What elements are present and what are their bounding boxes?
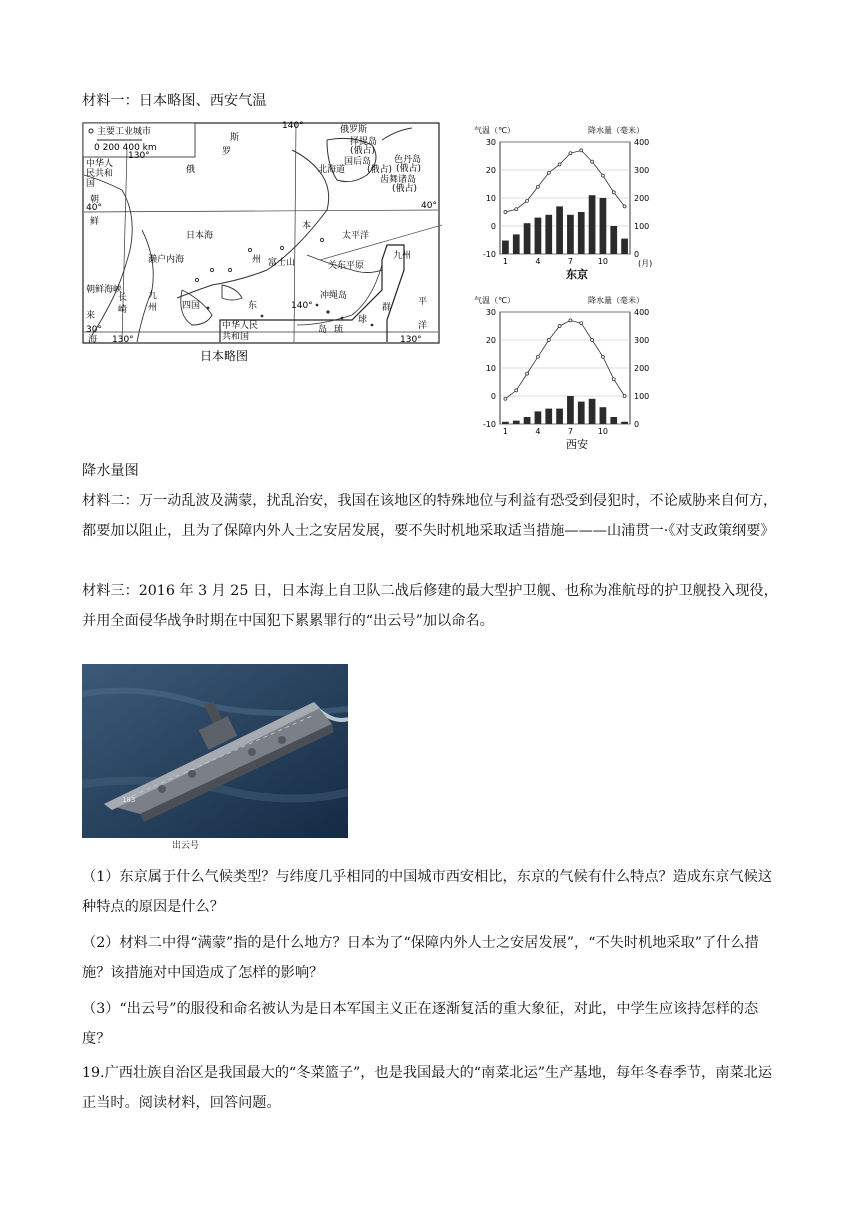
xian-temp-point bbox=[601, 355, 604, 358]
tokyo-temp-point bbox=[536, 185, 539, 188]
lon-130-bottom: 130° bbox=[112, 335, 134, 345]
xian-name: 西安 bbox=[566, 438, 588, 451]
tokyo-temp-line bbox=[505, 150, 624, 212]
tokyo-temp-point bbox=[569, 152, 572, 155]
tokyo-temp-point bbox=[601, 174, 604, 177]
label-pacific: 太平洋 bbox=[342, 231, 370, 241]
xian-xtick: 4 bbox=[535, 427, 541, 436]
label-russia-e: 俄 bbox=[186, 165, 196, 175]
label-honshu-ben: 本 bbox=[302, 221, 312, 231]
tokyo-month-unit: (月) bbox=[638, 259, 653, 268]
question-19: 19.广西壮族自治区是我国最大的“冬菜篮子”，也是我国最大的“南菜北运”生产基地，每年冬春季节，南菜北运正当时。阅读材料，回答问题。 bbox=[82, 1065, 773, 1111]
tokyo-right-title: 降水量（毫米） bbox=[588, 126, 644, 135]
xian-precip-bar bbox=[610, 417, 617, 424]
legend-scale: 0 200 400 km bbox=[94, 143, 157, 153]
lat-30-left: 30° bbox=[86, 325, 102, 335]
label-zeduo-2: (俄占) bbox=[350, 146, 376, 156]
tokyo-precip-bar bbox=[589, 195, 596, 254]
label-russia: 俄罗斯 bbox=[340, 125, 368, 135]
material2-text: 材料二：万一动乱波及满蒙，扰乱治安，我国在该地区的特殊地位与利益有恐受到侵犯时，不论威胁来自何方，都要加以阻止，且为了保障内外人士之安居发展，要不失时机地采取适当措施———山浦贯一·《对支政策纲要》 bbox=[82, 493, 778, 539]
tokyo-precip-bar bbox=[513, 234, 520, 254]
label-guohou-2: (俄占) bbox=[367, 165, 393, 175]
tokyo-ytick-right: 0 bbox=[634, 250, 640, 259]
label-korea-1: 朝 bbox=[90, 195, 100, 205]
izumo-photo bbox=[82, 664, 348, 838]
tokyo-xtick: 4 bbox=[535, 257, 541, 266]
xian-precip-bar bbox=[535, 411, 542, 424]
question-1: （1）东京属于什么气候类型？与纬度几乎相同的中国城市西安相比，东京的气候有什么特点？造成东京气候这种特点的原因是什么？ bbox=[82, 869, 773, 915]
label-china-1: 中华人 bbox=[86, 159, 114, 169]
label-guohou-1: 国后岛 bbox=[344, 157, 372, 167]
tokyo-ytick-left: 10 bbox=[485, 194, 496, 203]
tokyo-ytick-right: 100 bbox=[634, 222, 650, 231]
map-caption: 日本略图 bbox=[200, 349, 249, 363]
xian-temp-point bbox=[580, 322, 583, 325]
label-china-bottom-2: 共和国 bbox=[222, 332, 250, 342]
label-korea-strait: 朝鲜海峡 bbox=[86, 285, 123, 295]
tokyo-climate-chart bbox=[470, 122, 680, 284]
tokyo-precip-bar bbox=[502, 241, 509, 254]
tokyo-precip-bar bbox=[556, 206, 563, 254]
tokyo-temp-point bbox=[591, 160, 594, 163]
label-ryukyu-qiu: 球 bbox=[358, 315, 368, 325]
label-nagasaki-2: 崎 bbox=[118, 305, 128, 315]
xian-precip-bar bbox=[621, 422, 628, 424]
precip-caption: 降水量图 bbox=[82, 463, 139, 479]
xian-precip-bar bbox=[545, 409, 552, 424]
xian-ytick-right: 100 bbox=[634, 392, 650, 401]
lon-140-top: 140° bbox=[282, 121, 304, 131]
label-hai: 海 bbox=[88, 335, 98, 345]
xian-precip-bar bbox=[556, 409, 563, 424]
tokyo-precip-bar bbox=[610, 226, 617, 254]
tokyo-ytick-left: -10 bbox=[482, 250, 496, 259]
japan-map bbox=[82, 120, 442, 366]
tokyo-precip-bar bbox=[600, 198, 607, 254]
tokyo-ytick-left: 0 bbox=[490, 222, 496, 231]
xian-precip-bar bbox=[513, 421, 520, 424]
xian-temp-point bbox=[612, 378, 615, 381]
label-hokkaido: 北海道 bbox=[318, 165, 346, 175]
label-chiwu-2: (俄占) bbox=[392, 184, 418, 194]
xian-temp-point bbox=[591, 339, 594, 342]
label-russia-si: 斯 bbox=[230, 133, 240, 143]
question-2: （2）材料二中得“满蒙”指的是什么地方？日本为了“保障内外人士之安居发展”，“不失时机地采取”了什么措施？该措施对中国造成了怎样的影响？ bbox=[82, 935, 759, 981]
xian-temp-point bbox=[536, 355, 539, 358]
label-nagasaki-1: 长 bbox=[118, 293, 128, 303]
tokyo-temp-point bbox=[515, 208, 518, 211]
xian-temp-point bbox=[558, 325, 561, 328]
label-kyushu-2: 州 bbox=[148, 303, 158, 313]
label-china-bottom-1: 中华人民 bbox=[222, 321, 259, 331]
tokyo-xtick: 10 bbox=[597, 257, 609, 266]
label-setonaikai: 濑户内海 bbox=[148, 255, 185, 265]
xian-temp-point bbox=[504, 397, 507, 400]
tokyo-temp-point bbox=[612, 191, 615, 194]
xian-ytick-left: 20 bbox=[485, 336, 496, 345]
xian-temp-point bbox=[526, 372, 529, 375]
xian-ytick-left: 30 bbox=[485, 308, 496, 317]
xian-temp-line bbox=[505, 320, 624, 398]
question-3: （3）“出云号”的服役和命名被认为是日本军国主义正在逐渐复活的重大象征，对此，中学生应该持怎样的态度？ bbox=[82, 1001, 759, 1047]
xian-xtick: 7 bbox=[567, 427, 573, 436]
label-honshu-zhou: 州 bbox=[252, 255, 262, 265]
xian-ytick-right: 0 bbox=[634, 420, 640, 429]
xian-precip-bar bbox=[524, 417, 531, 424]
xian-precip-bar bbox=[600, 407, 607, 424]
lon-140-bottom: 140° bbox=[291, 301, 313, 311]
tokyo-ytick-right: 400 bbox=[634, 138, 650, 147]
tokyo-precip-bar bbox=[578, 212, 585, 254]
lat-40-right: 40° bbox=[421, 201, 437, 211]
xian-ytick-right: 200 bbox=[634, 364, 650, 373]
xian-ytick-left: 0 bbox=[490, 392, 496, 401]
xian-right-title: 降水量（毫米） bbox=[588, 296, 644, 305]
label-korea-2: 鲜 bbox=[90, 217, 100, 227]
xian-ytick-right: 300 bbox=[634, 336, 650, 345]
lon-130-br: 130° bbox=[400, 335, 422, 345]
tokyo-ytick-left: 30 bbox=[485, 138, 496, 147]
xian-temp-point bbox=[547, 339, 550, 342]
label-zeduo-1: 择捉岛 bbox=[350, 137, 378, 147]
tokyo-left-title: 气温（℃） bbox=[474, 126, 515, 135]
xian-precip-bar bbox=[578, 402, 585, 424]
label-semdan-2: (俄占) bbox=[396, 164, 422, 174]
tokyo-temp-point bbox=[547, 171, 550, 174]
label-fuji: 富士山 bbox=[268, 258, 296, 268]
label-kyushu-inset: 九州 bbox=[393, 251, 412, 261]
tokyo-precip-bar bbox=[567, 215, 574, 254]
label-okinawa: 冲绳岛 bbox=[320, 291, 348, 301]
xian-xtick: 1 bbox=[502, 427, 508, 436]
tokyo-temp-point bbox=[526, 199, 529, 202]
xian-precip-bar bbox=[502, 422, 509, 424]
legend-city-label: 主要工业城市 bbox=[97, 127, 152, 137]
lon-130-top: 130° bbox=[128, 151, 150, 161]
xian-temp-point bbox=[569, 319, 572, 322]
tokyo-name: 东京 bbox=[566, 268, 588, 281]
photo-caption: 出云号 bbox=[172, 841, 200, 851]
label-semdan-1: 色丹岛 bbox=[394, 155, 422, 165]
label-china-3: 国 bbox=[86, 179, 96, 189]
tokyo-precip-bar bbox=[524, 223, 531, 254]
xian-ytick-left: -10 bbox=[482, 420, 496, 429]
tokyo-temp-point bbox=[623, 205, 626, 208]
tokyo-precip-bar bbox=[621, 239, 628, 254]
label-ryukyu-liu: 琉 bbox=[334, 325, 344, 335]
label-kanto: 关东平原 bbox=[328, 261, 365, 271]
lat-40-left: 40° bbox=[86, 203, 102, 213]
label-kyushu-1: 九 bbox=[148, 291, 158, 301]
xian-temp-point bbox=[515, 389, 518, 392]
label-qun: 群 bbox=[382, 303, 392, 313]
tokyo-xtick: 7 bbox=[567, 257, 573, 266]
tokyo-precip-bar bbox=[535, 218, 542, 254]
xian-precip-bar bbox=[589, 399, 596, 424]
xian-ytick-left: 10 bbox=[485, 364, 496, 373]
xian-precip-bar bbox=[567, 396, 574, 424]
tokyo-temp-point bbox=[580, 149, 583, 152]
tokyo-ytick-right: 300 bbox=[634, 166, 650, 175]
xian-temp-point bbox=[623, 395, 626, 398]
xian-left-title: 气温（℃） bbox=[474, 296, 515, 305]
label-china-2: 民共和 bbox=[86, 169, 114, 179]
tokyo-xtick: 1 bbox=[502, 257, 508, 266]
label-chiwu-1: 齿舞诸岛 bbox=[380, 175, 417, 185]
material1-title: 材料一：日本略图、西安气温 bbox=[82, 93, 267, 109]
label-ping: 平 bbox=[418, 297, 428, 307]
tokyo-precip-bar bbox=[545, 215, 552, 254]
material3-text: 材料三：2016 年 3 月 25 日，日本海上自卫队二战后修建的最大型护卫舰、也称为准航母的护卫舰投入现役，并用全面侵华战争时期在中国犯下累累罪行的“出云号”加以命名。 bbox=[82, 583, 778, 629]
tokyo-temp-point bbox=[504, 211, 507, 214]
xian-ytick-right: 400 bbox=[634, 308, 650, 317]
label-dong: 东 bbox=[248, 301, 258, 311]
tokyo-ytick-left: 20 bbox=[485, 166, 496, 175]
label-shikoku: 四国 bbox=[182, 301, 201, 311]
xian-climate-chart bbox=[470, 292, 680, 454]
label-lai: 来 bbox=[86, 311, 96, 321]
tokyo-ytick-right: 200 bbox=[634, 194, 650, 203]
tokyo-temp-point bbox=[558, 163, 561, 166]
hull-number: 183 bbox=[122, 796, 136, 804]
xian-xtick: 10 bbox=[597, 427, 609, 436]
label-yang: 洋 bbox=[418, 321, 428, 331]
label-dao: 岛 bbox=[318, 325, 328, 335]
label-japan-sea: 日本海 bbox=[186, 231, 214, 241]
label-russia-luo: 罗 bbox=[222, 147, 232, 157]
